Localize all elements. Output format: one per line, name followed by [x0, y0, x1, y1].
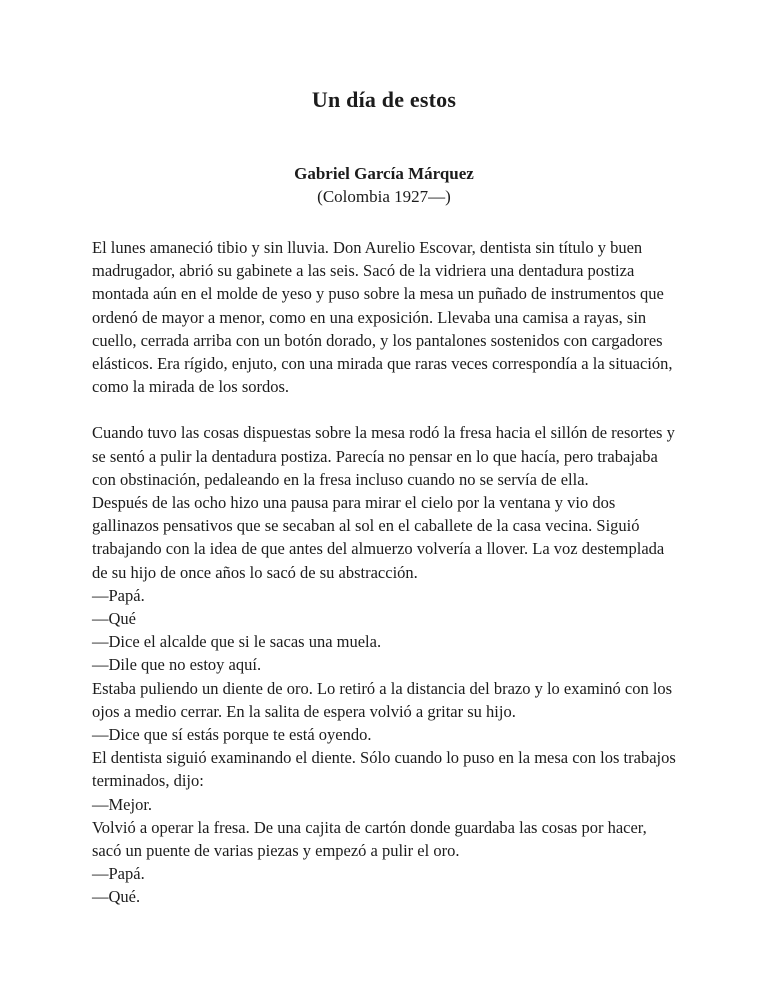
author-name: Gabriel García Márquez — [294, 164, 474, 183]
dialogue-line: —Papá. — [92, 585, 145, 605]
story-paragraph: Cuando tuvo las cosas dispuestas sobre la mesa rodó la fresa hacia el sillón de resortes y se sentó a pulir la dentadura postiza. Parecía no pensar en lo que hacía, pero trabajaba con obstinación, pedaleando en la fresa incluso cuando no se servía de ella. — [92, 423, 675, 489]
author-block — [92, 162, 676, 208]
dialogue-line: —Papá. — [92, 864, 145, 884]
dialogue-line: —Qué — [92, 609, 136, 629]
dialogue-line: —Dile que no estoy aquí. — [92, 655, 262, 675]
page-title: Un día de estos — [311, 87, 457, 112]
story-paragraph: Estaba puliendo un diente de oro. Lo retiró a la distancia del brazo y lo examinó con los ojos a medio cerrar. En la salita de espera volvió a gritar su hijo. — [92, 678, 673, 721]
dialogue-line: —Qué. — [92, 887, 141, 907]
story-text — [92, 236, 676, 909]
story-paragraph: Después de las ocho hizo una pausa para mirar el cielo por la ventana y vio dos gallinazos pensativos que se secaban al sol en el caballete de la casa vecina. Siguió trabajando con la idea de que antes del almuerzo volvería a llover. La voz destemplada de su hijo de once años lo sacó de su abstracción. — [92, 493, 665, 582]
author-origin: (Colombia 1927—) — [317, 187, 451, 206]
dialogue-line: —Mejor. — [92, 794, 153, 814]
dialogue-line: —Dice el alcalde que si le sacas una muela. — [92, 632, 382, 652]
story-paragraph: El lunes amaneció tibio y sin lluvia. Don Aurelio Escovar, dentista sin título y buen madrugador, abrió su gabinete a las seis. Sacó de la vidriera una dentadura postiza montada aún en el molde de yeso y puso sobre la mesa un puñado de instrumentos que ordenó de mayor a menor, como en una exposición. Llevaba una camisa a rayas, sin cuello, cerrada arriba con un botón dorado, y los pantalones sostenidos con cargadores elásticos. Era rígido, enjuto, con una mirada que raras veces correspondía a la situación, como la mirada de los sordos. — [92, 238, 673, 397]
story-paragraph: El dentista siguió examinando el diente. Sólo cuando lo puso en la mesa con los trabajos terminados, dijo: — [92, 748, 676, 791]
story-paragraph: Volvió a operar la fresa. De una cajita de cartón donde guardaba las cosas por hacer, sacó un puente de varias piezas y empezó a pulir el oro. — [92, 817, 647, 861]
dialogue-line: —Dice que sí estás porque te está oyendo. — [92, 725, 372, 745]
